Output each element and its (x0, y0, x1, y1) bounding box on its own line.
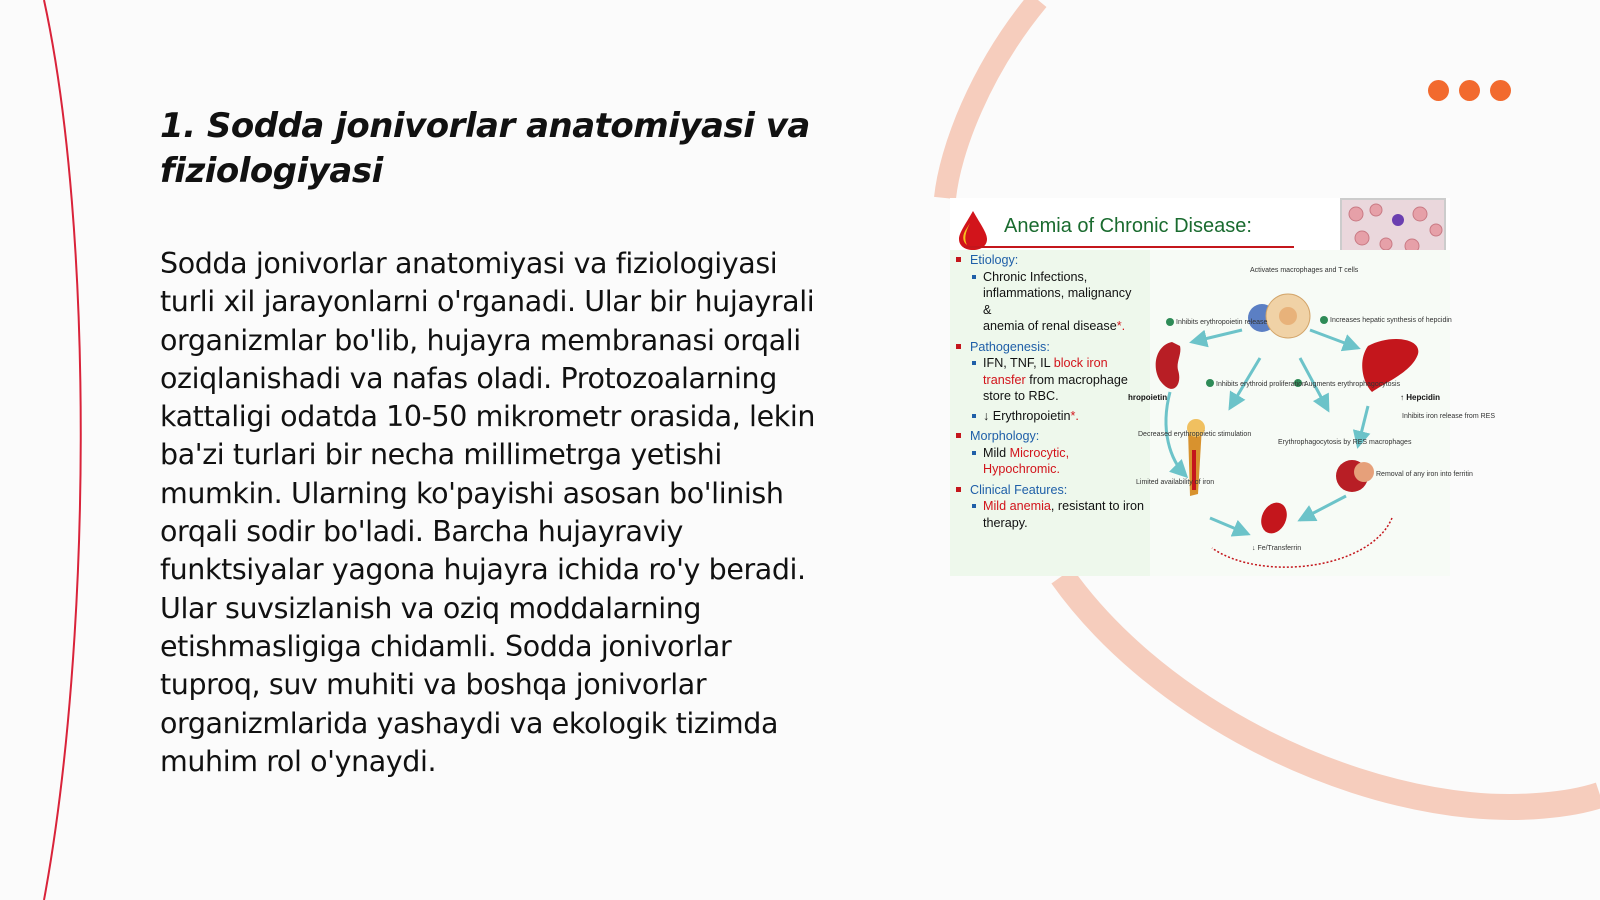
spleen-icon (1336, 460, 1374, 492)
etiology-text-line2: & (983, 302, 992, 317)
figure-header (950, 198, 1450, 250)
label-augments: Augments erythrophagocytosis (1304, 381, 1401, 388)
figure-title: Anemia of Chronic Disease: (1004, 215, 1252, 237)
slide-title: 1. Sodda jonivorlar anatomiyasi va fiziologiyasi (160, 106, 810, 191)
kidney-icon (1156, 342, 1181, 389)
pathogenesis-item-1 (950, 355, 1150, 405)
pathogenesis-text-a: IFN, TNF, IL (983, 356, 1054, 370)
clinical-heading: Clinical Features: (950, 482, 1150, 499)
etiology-star: *. (1116, 319, 1126, 333)
dot-icon (1428, 80, 1449, 101)
morphology-item (950, 445, 1150, 478)
label-activates: Activates macrophages and T cells (1250, 267, 1359, 274)
peach-arc-bottom (1062, 576, 1600, 807)
title-divider (964, 246, 1294, 248)
label-erythrophago-res: Erythrophagocytosis by RES macrophages (1278, 439, 1412, 446)
label-decreased-prolif: Decreased erythropoietic stimulation (1138, 431, 1252, 438)
red-cell-icon (1256, 498, 1291, 537)
three-dots-decoration (1428, 80, 1511, 101)
label-transferrin: ↓ Fe/Transferrin (1252, 545, 1302, 552)
drop-icon (956, 209, 990, 251)
clinical-text-b: , resistant to iron therapy. (983, 499, 1145, 530)
label-hepcidin: ↑ Hepcidin (1400, 393, 1441, 402)
pathogenesis-heading: Pathogenesis: (950, 339, 1150, 356)
morphology-text-red: Microcytic, Hypochromic. (983, 445, 1070, 476)
etiology-text-line3: anemia of renal disease (983, 319, 1117, 333)
label-increases-hepcidin: Increases hepatic synthesis of hepcidin (1330, 317, 1452, 324)
label-inhibits-iron: Inhibits iron release from RES (1402, 413, 1495, 420)
pathogenesis-star: *. (1070, 408, 1079, 423)
pathogenesis-item-2 (950, 408, 1150, 425)
anemia-figure (950, 198, 1495, 576)
etiology-heading: Etiology: (950, 252, 1150, 269)
macrophage-icon (1248, 294, 1310, 338)
clinical-text-red: Mild anemia (983, 499, 1051, 513)
etiology-text-line1: Chronic Infections, inflammations, malignancy (983, 269, 1132, 300)
peach-arc-top (945, 0, 1038, 198)
label-limited-iron: Limited availability of iron (1136, 479, 1215, 486)
etiology-item (950, 269, 1150, 335)
pathogenesis-text-b: from macrophage store to RBC. (983, 372, 1128, 403)
dot-icon (1490, 80, 1511, 101)
dot-icon (1459, 80, 1480, 101)
pathogenesis-text-red: block iron transfer (983, 356, 1108, 387)
label-epo: hropoietin (1128, 393, 1168, 402)
clinical-item (950, 498, 1150, 531)
morphology-heading: Morphology: (950, 428, 1150, 445)
label-inhibits-prolif: Inhibits erythroid proliferation (1216, 381, 1306, 388)
slide-body-text: Sodda jonivorlar anatomiyasi va fiziologiyasi turli xil jarayonlarni o'rganadi. Ular bir hujayrali organizmlar bo'lib, hujayra membranasi orqali oziqlanishadi va nafas oladi. Protozoalarning kattaligi odatda 10-50 mikrometr orasida, lekin ba'zi turlari bir necha millimetrga yetishi mumkin. Ularning ko'payishi asosan bo'linish orqali sodir bo'ladi. Barcha hujayraviy funktsiyalar yagona hujayra ichida ro'y beradi. Ular suvsizlanish va oziq moddalarning etishmasligiga chidamli. Sodda jonivorlar tuproq, suv muhiti va boshqa jonivorlar organizmlarida yashaydi va ekologik tizimda muhim rol o'ynaydi. (160, 247, 815, 778)
figure-bullet-list (950, 250, 1150, 576)
label-removal-ferritin: Removal of any iron into ferritin (1376, 471, 1473, 478)
morphology-text-a: Mild (983, 445, 1010, 460)
pathogenesis-diagram (1128, 250, 1495, 576)
pathogenesis-text-2: ↓ Erythropoietin (983, 408, 1071, 423)
left-red-curve (44, 0, 81, 900)
label-inhibits-epo: Inhibits erythropoietin release (1176, 319, 1268, 326)
